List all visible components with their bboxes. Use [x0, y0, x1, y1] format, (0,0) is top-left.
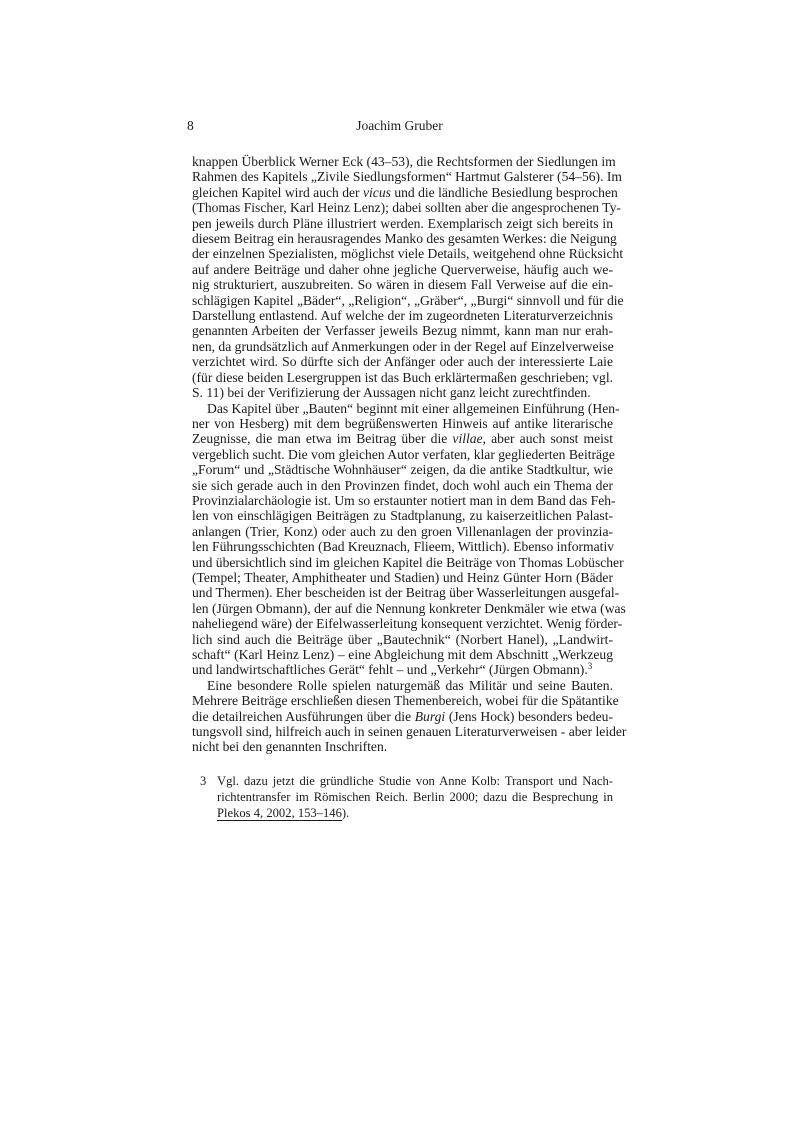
- text-segment: genannten Arbeiten der Verfasser jeweils Bezug nimmt, kann man nur erah-: [192, 323, 613, 339]
- citation-link[interactable]: Plekos 4, 2002, 153–146: [217, 806, 342, 820]
- text-segment: , aber auch sonst meist: [482, 431, 614, 447]
- text-segment: Das Kapitel über „Bauten“ beginnt mit einer allgemeinen Einführung (Hen-: [207, 400, 620, 416]
- text-segment: auf andere Beiträge und daher ohne jegliche Querverweise, häufig auch we-: [192, 261, 613, 277]
- text-line: [192, 431, 613, 446]
- text-line: [192, 585, 620, 601]
- text-line: [192, 724, 627, 740]
- text-segment: (für diese beiden Lesergruppen ist das Buch erklärtermaßen geschrieben; vgl.: [192, 369, 614, 385]
- text-line: [192, 400, 620, 416]
- text-segment: len von einschlägigen Beiträgen zu Stadtplanung, zu kaiserzeitlichen Palast-: [192, 508, 613, 524]
- paragraph: [192, 154, 624, 401]
- footnote-number: 3: [200, 774, 207, 788]
- footnote-text: [217, 773, 613, 821]
- text-line: [192, 216, 613, 231]
- text-line: [192, 739, 613, 754]
- text-segment: „Forum“ und „Städtische Wohnhäuser“ zeigen, da die antike Stadtkultur, wie: [192, 462, 613, 478]
- text-line: [217, 805, 613, 821]
- text-line: [192, 370, 613, 385]
- text-segment: und landwirtschaftliches Gerät“ fehlt – und „Verkehr“ (Jürgen Obmann).: [192, 662, 588, 678]
- text-segment: naheliegend wäre) der Eifelwasserleitung konsequent verzichtet. Wenig förder-: [192, 616, 623, 632]
- italic-term: villae: [452, 431, 483, 447]
- footnote-reference[interactable]: 3: [587, 661, 593, 672]
- text-segment: S. 11) bei der Verifizierung der Aussagen nicht ganz leicht zurechtfinden.: [192, 385, 591, 401]
- text-line: [192, 154, 616, 169]
- text-line: [192, 524, 613, 539]
- text-line: [192, 554, 624, 570]
- text-line: [192, 292, 624, 308]
- text-segment: ner von Hesberg) mit dem begrüßenswerten Hinweis auf antike literarische: [192, 415, 613, 431]
- text-line: [192, 200, 621, 216]
- text-line: [192, 508, 613, 523]
- text-segment: Mehrere Beiträge erschließen diesen Themenbereich, wobei für die Spätantike: [192, 693, 619, 709]
- text-line: [217, 789, 613, 805]
- italic-term: vicus: [362, 184, 391, 200]
- text-line: [192, 339, 613, 354]
- text-line: [192, 662, 613, 677]
- text-segment: vergeblich sucht. Die vom gleichen Autor verfaten, klar gegliederten Beiträge: [192, 446, 615, 462]
- text-line: [192, 647, 613, 662]
- text-line: [192, 184, 618, 200]
- text-segment: der einzelnen Spezialisten, möglichst viele Details, weitgehend ohne Rücksicht: [192, 246, 624, 262]
- text-segment: sie sich gerade auch in den Provinzen findet, doch wohl auch ein Thema der: [192, 477, 613, 493]
- text-line: [192, 492, 616, 508]
- running-head: [187, 118, 612, 134]
- text-segment: (Thomas Fischer, Karl Heinz Lenz); dabei sollten aber die angesprochenen Ty-: [192, 200, 621, 216]
- text-segment: Eine besondere Rolle spielen naturgemäß das Militär und seine Bauten.: [207, 677, 613, 693]
- text-line: [192, 600, 626, 616]
- text-segment: Rahmen des Kapitels „Zivile Siedlungsformen“ Hartmut Galsterer (54–56). Im: [192, 169, 622, 185]
- text-segment: und Thermen). Eher bescheiden ist der Beitrag über Wasserleitungen ausgefal-: [192, 585, 620, 601]
- italic-term: Burgi: [414, 708, 446, 724]
- text-line: [192, 385, 613, 400]
- footnotes: [200, 773, 613, 821]
- text-segment: verzichtet wird. So dürfte sich der Anfänger oder auch der interessierte Laie: [192, 354, 613, 370]
- text-line: [192, 246, 624, 262]
- text-segment: diesem Beitrag ein herausragendes Manko des gesamten Werkes: die Neigung: [192, 231, 617, 247]
- text-segment: nig strukturiert, auszubreiten. So wären in diesem Fall Verweise auf die ein-: [192, 277, 613, 293]
- text-line: [192, 447, 613, 462]
- text-line: [192, 539, 613, 554]
- text-segment: und übersichtlich sind im gleichen Kapitel die Beiträge von Thomas Lobüscher: [192, 554, 624, 570]
- text-line: [192, 693, 619, 709]
- text-segment: richtentransfer im Römischen Reich. Berlin 2000; dazu die Besprechung in: [217, 790, 613, 804]
- text-segment: anlangen (Trier, Konz) oder auch zu den groen Villenanlagen der provinzia-: [192, 523, 613, 539]
- body-text: [192, 154, 627, 755]
- text-segment: tungsvoll sind, hilfreich auch in seinen genauen Literaturverweisen - aber leider: [192, 724, 627, 740]
- text-line: [192, 632, 613, 647]
- text-segment: lich sind auch die Beiträge über „Bautechnik“ (Norbert Hanel), „Landwirt-: [192, 631, 613, 647]
- text-segment: len (Jürgen Obmann), der auf die Nennung konkreter Denkmäler wie etwa (was: [192, 600, 626, 616]
- text-line: [192, 678, 613, 693]
- text-segment: ).: [341, 806, 350, 820]
- text-line: [192, 277, 613, 292]
- text-line: [192, 323, 613, 338]
- text-line: [192, 462, 613, 477]
- text-segment: nen, da grundsätzlich auf Anmerkungen oder in der Regel auf Einzelverweise: [192, 338, 614, 354]
- text-segment: (Jens Hock) besonders bedeu-: [445, 708, 613, 724]
- text-segment: schaft“ (Karl Heinz Lenz) – eine Abgleichung mit dem Abschnitt „Werkzeug: [192, 647, 613, 662]
- text-segment: Vgl. dazu jetzt die gründliche Studie von Anne Kolb: Transport und Nach-: [217, 774, 613, 788]
- text-segment: schlägigen Kapitel „Bäder“, „Religion“, „Gräber“, „Burgi“ sinnvoll und für die: [192, 292, 624, 308]
- running-title: Joachim Gruber: [356, 118, 443, 133]
- paragraph: [192, 400, 626, 678]
- text-segment: Provinzialarchäologie ist. Um so erstaunter notiert man in dem Band das Feh-: [192, 492, 616, 508]
- text-line: [192, 354, 613, 369]
- text-segment: gleichen Kapitel wird auch der: [192, 184, 363, 200]
- text-segment: knappen Überblick Werner Eck (43–53), die Rechtsformen der Siedlungen im: [192, 154, 616, 169]
- text-line: [192, 231, 617, 247]
- text-line: [192, 416, 613, 431]
- text-segment: len Führungsschichten (Bad Kreuznach, Flieem, Wittlich). Ebenso informativ: [192, 539, 615, 555]
- text-segment: pen jeweils durch Pläne illustriert werden. Exemplarisch zeigt sich bereits in: [192, 215, 613, 231]
- text-line: [192, 570, 613, 585]
- paragraph: [192, 677, 627, 755]
- text-segment: die detailreichen Ausführungen über die: [192, 708, 415, 724]
- text-line: [192, 308, 613, 323]
- text-segment: Darstellung entlastend. Auf welche der im zugeordneten Literaturverzeichnis: [192, 308, 613, 324]
- text-segment: und die ländliche Besiedlung besprochen: [390, 184, 618, 200]
- text-line: [192, 169, 622, 185]
- page-number: 8: [187, 118, 194, 133]
- text-line: [192, 262, 613, 277]
- text-line: [192, 616, 623, 632]
- text-segment: (Tempel; Theater, Amphitheater und Stadien) und Heinz Günter Horn (Bäder: [192, 569, 613, 585]
- text-line: [192, 709, 613, 724]
- text-segment: nicht bei den genannten Inschriften.: [192, 739, 388, 755]
- text-line: [192, 478, 613, 493]
- text-line: [217, 773, 613, 789]
- text-segment: Zeugnisse, die man etwa im Beitrag über die: [192, 431, 453, 447]
